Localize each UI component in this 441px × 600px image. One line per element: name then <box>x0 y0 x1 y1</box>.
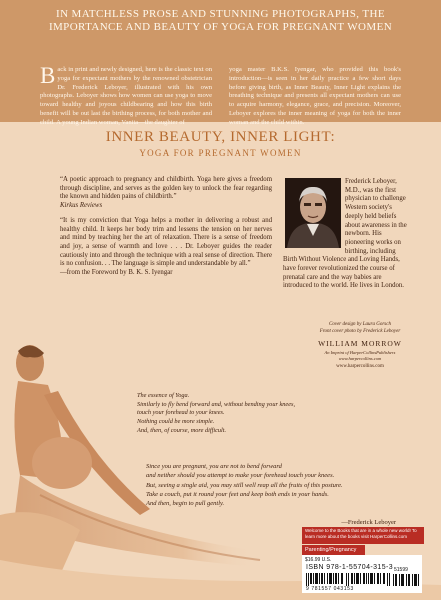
publisher-website: www.harpercollins.com <box>336 364 384 369</box>
passage-line: And then, begin to pull gently. <box>146 500 225 508</box>
author-bio <box>283 178 408 291</box>
quotes-column <box>60 176 272 278</box>
author-bio-text: Frederick Leboyer, M.D., was the first physician to challenge Western society's deeply held beliefs about awareness in the newborn. His pioneering works on birthing, including Birth Without Violence and Loving Hands, have forever revolutionized the course of prenatal care and the way babies are introduced to the world. He lives in London. <box>283 178 407 290</box>
poem-line: Nothing could be more simple. <box>137 418 215 426</box>
publisher-imprint-url: www.harpercollins.com <box>338 356 382 361</box>
poem-line: Similarly to fly bend forward and, without bending your knees, <box>137 400 296 408</box>
publisher-imprint-line: An Imprint of HarperCollinsPublishers <box>324 350 396 355</box>
barcode-addon-number: 51599 <box>394 567 408 573</box>
passage-line: Take a couch, put it round your feet and keep both ends in your hands. <box>146 490 329 498</box>
drop-cap: B <box>40 63 56 88</box>
cover-design-credit: Cover design by Laura Gorsch <box>329 322 391 327</box>
intro-right-column: yoga master B.K.S. Iyengar, who provided this book's introduction—is seen in her daily practice a few short days before giving birth, as Inner Beauty, Inner Light explains the breathing technique and presents all expectant mothers can use to acquire harmony, elegance, grace, and precision. Moreover, Leboyer explores the inner meaning of yoga for both the inner woman and the child within. <box>229 66 401 126</box>
barcode-icon <box>306 573 390 586</box>
poem-line: The essence of Yoga. <box>137 392 190 399</box>
barcode-addon-icon <box>393 574 420 586</box>
passage <box>146 462 398 508</box>
barcode-box <box>302 555 422 593</box>
intro-left-column <box>40 63 212 128</box>
intro-left-text: ack in print and newly designed, here is the classic text on yoga for expectant mothers by the renowned obstetrician Dr. Frederick Leboyer, illustrated with his own photographs. Leboyer shows how women can use yoga to move toward healthy and joyous childbearing and how this birth benefit will be out last the birthing process, for both mother and child. A young Indian woman, Vanita—the daughter of <box>40 66 212 126</box>
poem <box>137 392 347 436</box>
cover-photo-credit: Front cover photo by Frederick Leboyer <box>319 328 401 334</box>
barcode-price: $16.99 U.S. <box>305 557 332 563</box>
poem-line: touch your forehead to your knees. <box>137 409 225 417</box>
promo-sticker: Welcome to the Books that are in a whole new world! To learn more about the books visit HarperCollins.com <box>302 527 424 544</box>
passage-line: Since you are pregnant, you are not to bend forward <box>146 463 282 470</box>
category-label: Parenting/Pregnancy <box>302 545 365 555</box>
barcode-number: 9 781557 043153 <box>306 586 354 592</box>
headline: IN MATCHLESS PROSE AND STUNNING PHOTOGRAPHS, THE IMPORTANCE AND BEAUTY OF YOGA FOR PREGNANT WOMEN <box>48 8 393 33</box>
signature: —Frederick Leboyer <box>341 519 396 526</box>
review-quote: “A poetic approach to pregnancy and childbirth. Yoga here gives a freedom through discipline, and serves as the golden key to unlock the fear regarding the known and hidden pains of childbirth.” <box>60 176 272 201</box>
passage-line: and neither should you attempt to make your forehead touch your knees. <box>146 472 335 480</box>
book-subtitle: YOGA FOR PREGNANT WOMEN <box>139 148 302 158</box>
poem-line: And, then, of course, more difficult. <box>137 426 227 434</box>
foreword-source: —from the Foreword by B. K. S. Iyengar <box>60 269 173 277</box>
passage-line: But, seeing a single aid, you may still well reap all the fruits of this posture. <box>146 481 343 489</box>
foreword-quote: “It is my conviction that Yoga helps a mother in delivering a robust and healthy child. It keeps her body trim and lessens the tension on her nerves and mind by teaching her the art of relaxation. There is a sense of freedom and joy, a sense of warmth and love . . . Dr. Leboyer guides the reader cautiously into and through the technique with a real sense of direction. There is no confusion. . . The language is simple and understandable by all.” <box>60 216 272 268</box>
cover-credits <box>300 322 420 335</box>
publisher-name: WILLIAM MORROW <box>318 339 402 348</box>
isbn-text: ISBN 978-1-55704-315-3 <box>306 564 394 571</box>
book-title: INNER BEAUTY, INNER LIGHT: <box>105 129 336 145</box>
review-source: Kirkus Reviews <box>60 202 103 210</box>
